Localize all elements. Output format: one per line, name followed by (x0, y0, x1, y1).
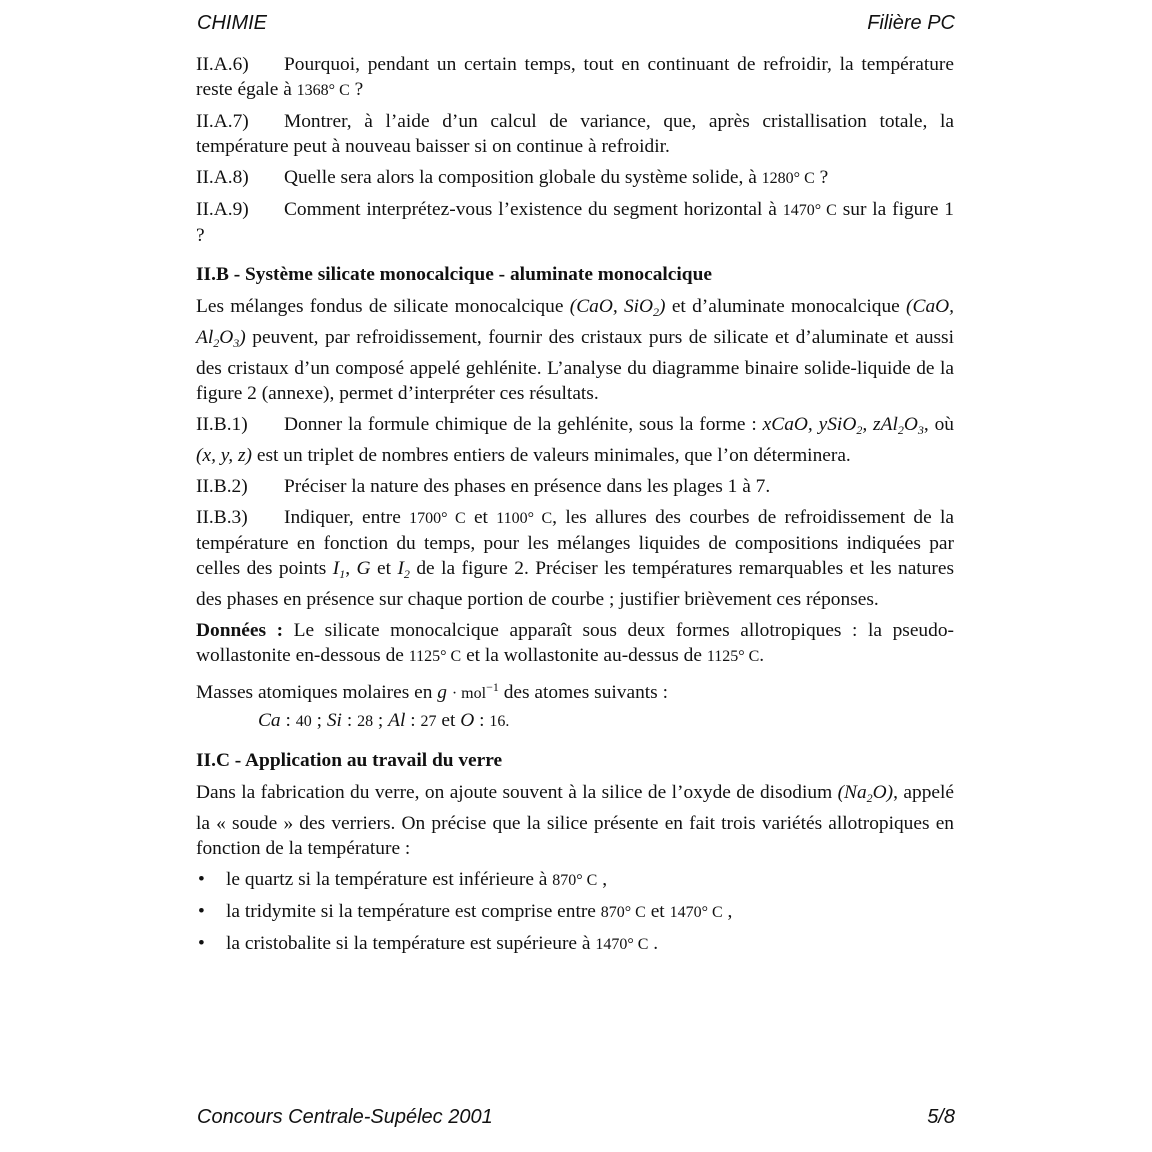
temperature-value: 1125° C (408, 648, 462, 665)
question-number: II.A.9) (196, 199, 249, 220)
temperature-value: 1700° C (409, 510, 466, 527)
question-number: II.B.3) (196, 507, 248, 528)
temperature-value: 870° C (552, 872, 598, 889)
question-II-B-1: II.B.1) Donner la formule chimique de la gehlénite, sous la forme : xCaO, ySiO$_2$, $zAl_2O_3$, où (x, y, z) est un triplet de nombres entiers de valeurs minimales, que l’on déterminera. (196, 414, 954, 466)
question-II-A-6: II.A.6) Pourquoi, pendant un certain temps, tout en continuant de refroidir, la température reste égale à 1368° C ? (196, 54, 954, 100)
mass-ca: 40 (295, 713, 312, 730)
section-II-B-title: II.B - Système silicate monocalcique - aluminate monocalcique (196, 264, 712, 285)
formula-aluminate: (CaO, $Al_2O_3$) (196, 296, 954, 350)
list-item: • la tridymite si la température est comprise entre 870° C et 1470° C , (198, 901, 733, 922)
formula-silicate: (CaO, SiO$_2$) (569, 296, 666, 319)
footer-page-number: 5/8 (927, 1106, 955, 1128)
section-II-C-title: II.C - Application au travail du verre (196, 750, 503, 771)
temperature-value: 1470° C (669, 904, 723, 921)
donnees-label: Données : (196, 620, 284, 641)
header-track: Filière PC (867, 12, 955, 34)
bullet-icon: • (198, 901, 205, 922)
atomic-masses-list: Ca : 40 ; Si : 28 ; Al : 27 et O : 16. (258, 710, 510, 731)
masses-paragraph: Masses atomiques molaires en g · mol$^{-1}$ des atomes suivants : (196, 680, 668, 703)
mass-si: 28 (357, 713, 374, 730)
question-number: II.A.6) (196, 54, 249, 75)
temperature-value: 1125° C (706, 648, 760, 665)
question-II-A-7: II.A.7) Montrer, à l’aide d’un calcul de variance, que, après cristallisation totale, la température peut à nouveau baisser si on continue à refroidir. (196, 111, 954, 157)
donnees-paragraph: Données : Le silicate monocalcique apparaît sous deux formes allotropiques : la pseudo-wollastonite en-dessous de 1125° C et la wollastonite au-dessus de 1125° C. (196, 620, 954, 666)
mass-o: 16 (489, 713, 506, 730)
temperature-value: 1470° C (782, 202, 837, 219)
section-II-B-intro: Les mélanges fondus de silicate monocalcique (CaO, SiO$_2$) et d’aluminate monocalcique (CaO, $Al_2O_3$) peuvent, par refroidissement, fournir des cristaux purs de silicate et d’aluminate et aussi des cristaux d’un composé appelé gehlénite. L’analyse du diagramme binaire solide-liquide de la figure 2 (annexe), permet d’interpréter ces résultats. (196, 296, 954, 404)
page-body (196, 52, 954, 963)
question-number: II.A.7) (196, 111, 249, 132)
temperature-value: 1100° C (496, 510, 553, 527)
temperature-value: 870° C (600, 904, 646, 921)
point-I1: $I_1$ (332, 558, 346, 581)
temperature-value: 1368° C (296, 82, 350, 99)
point-G: G (356, 558, 371, 579)
question-number: II.B.2) (196, 476, 248, 497)
question-II-A-8: II.A.8) Quelle sera alors la composition globale du système solide, à 1280° C ? (196, 167, 829, 188)
silica-varieties-list (196, 867, 954, 957)
temperature-value: 1470° C (595, 936, 649, 953)
footer-exam-name: Concours Centrale-Supélec 2001 (197, 1106, 493, 1128)
triplet: (x, y, z) (196, 445, 252, 466)
header-subject: CHIMIE (197, 12, 267, 34)
mass-al: 27 (420, 713, 437, 730)
bullet-icon: • (198, 933, 205, 954)
temperature-value: 1280° C (761, 170, 815, 187)
unit-g-per-mol: g (437, 682, 447, 703)
formula-gehlenite-form: xCaO, ySiO$_2$, $zAl_2O_3$ (762, 414, 924, 437)
question-II-A-9: II.A.9) Comment interprétez-vous l’existence du segment horizontal à 1470° C sur la figure 1 ? (196, 199, 954, 246)
list-item: • le quartz si la température est inférieure à 870° C , (198, 869, 608, 890)
question-number: II.A.8) (196, 167, 249, 188)
point-I2: $I_2$ (397, 558, 410, 581)
section-II-C-intro: Dans la fabrication du verre, on ajoute souvent à la silice de l’oxyde de disodium $(Na_2O)$, appelé la « soude » des verriers. On précise que la silice présente en fait trois variétés allotropiques en fonction de la température : (196, 782, 954, 859)
formula-na2o: $(Na_2O)$ (837, 782, 894, 805)
question-II-B-2: II.B.2) Préciser la nature des phases en présence dans les plages 1 à 7. (196, 476, 771, 497)
question-number: II.B.1) (196, 414, 248, 435)
list-item: • la cristobalite si la température est supérieure à 1470° C . (198, 933, 659, 954)
bullet-icon: • (198, 869, 205, 890)
question-II-B-3: II.B.3) Indiquer, entre 1700° C et 1100° C, les allures des courbes de refroidissement de la température en fonction du temps, pour les mélanges liquides de compositions indiquées par celles des points $I_1$, G et $I_2$ de la figure 2. Préciser les températures remarquables et les natures des phases en présence sur chaque portion de courbe ; justifier brièvement ces réponses. (196, 507, 954, 610)
